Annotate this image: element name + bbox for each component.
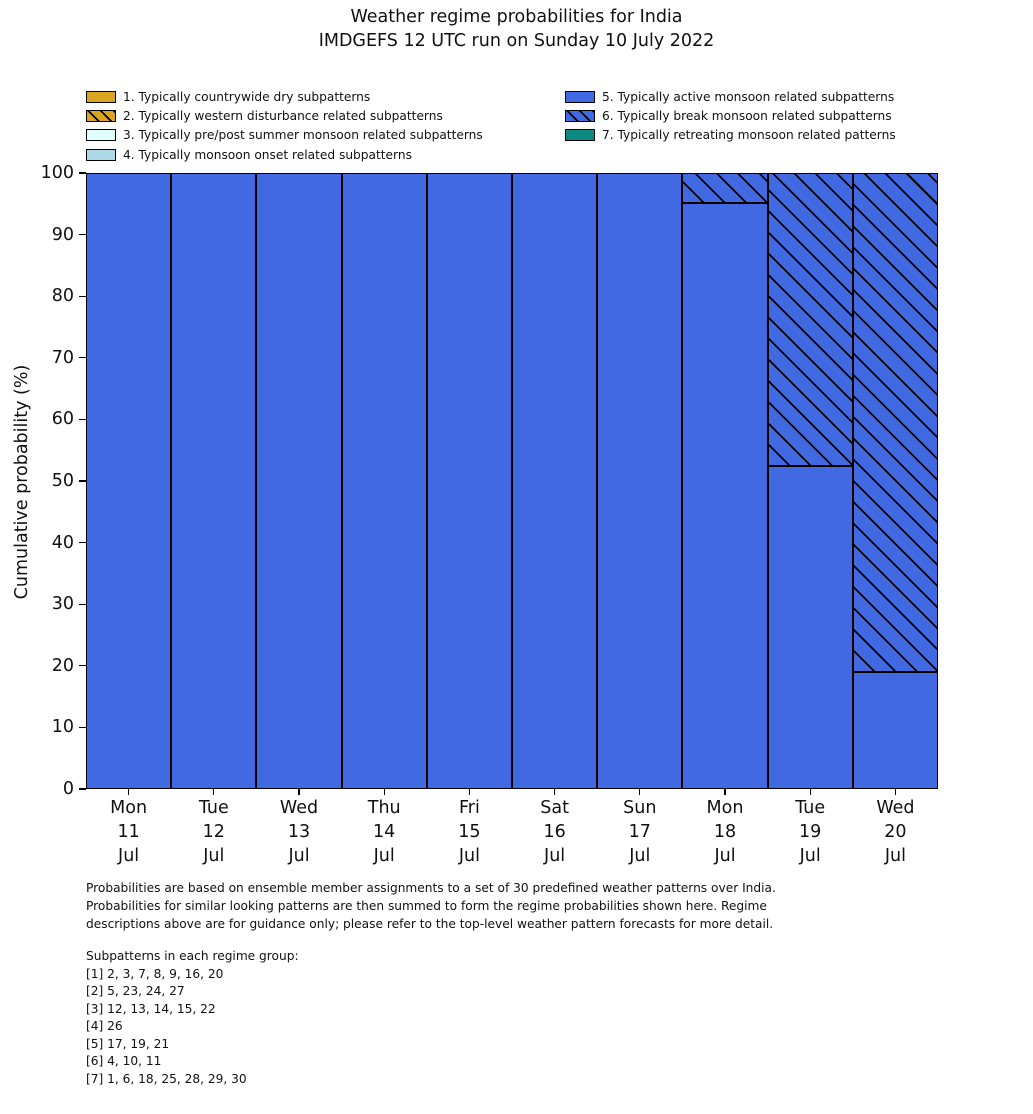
legend-column-right: [565, 87, 896, 145]
subpatterns-line: [7] 1, 6, 18, 25, 28, 29, 30: [86, 1071, 247, 1086]
x-tick-label-line: Mon: [706, 798, 744, 818]
x-tick-label-line: Thu: [367, 798, 401, 818]
x-tick-label-line: 14: [373, 822, 396, 842]
x-tick-label-line: 11: [117, 822, 140, 842]
bar-segment-hatched: [682, 173, 767, 203]
subpatterns-line: [5] 17, 19, 21: [86, 1036, 170, 1051]
x-tick-mark: [213, 789, 214, 795]
x-tick-label-line: Tue: [198, 798, 229, 818]
y-tick-label: 90: [51, 224, 74, 245]
legend-swatch: [565, 129, 595, 141]
footnote-line: descriptions above are for guidance only; please refer to the top-level weather pattern forecasts for more detail.: [86, 917, 774, 932]
legend-item: [86, 126, 483, 145]
x-tick-label: [254, 796, 344, 868]
x-tick-label-line: Jul: [118, 846, 140, 866]
footnote-line: Probabilities are based on ensemble member assignments to a set of 30 predefined weather patterns over India.: [86, 881, 776, 895]
x-tick-label-line: Jul: [544, 846, 566, 866]
legend-item: [86, 106, 483, 125]
x-tick-mark: [128, 789, 129, 795]
x-tick-label-line: 19: [799, 822, 822, 842]
legend-item: [86, 145, 483, 164]
x-tick-label-line: 15: [458, 822, 481, 842]
subpatterns-line: [2] 5, 23, 24, 27: [86, 984, 185, 998]
y-tick-label: 60: [51, 409, 74, 430]
bar-segment: [342, 173, 427, 789]
legend-item-label: 3. Typically pre/post summer monsoon related subpatterns: [123, 128, 483, 143]
x-tick-label-line: Sun: [623, 798, 657, 818]
x-tick-label-line: Wed: [279, 798, 319, 818]
y-tick-label: 70: [51, 347, 74, 368]
legend-column-left: [86, 87, 483, 165]
bar-segment: [86, 173, 171, 789]
bar-segment: [256, 173, 341, 789]
x-tick-label: [510, 796, 600, 868]
legend-swatch: [565, 91, 595, 103]
x-tick-label-line: Tue: [795, 798, 826, 818]
legend-swatch: [86, 91, 116, 103]
legend-swatch-hatched: [86, 110, 116, 122]
x-tick-label-line: Jul: [458, 846, 480, 866]
legend-item: [565, 87, 896, 106]
x-tick-label-line: Wed: [876, 798, 915, 818]
x-tick-mark: [724, 789, 725, 795]
x-tick-mark: [639, 789, 640, 795]
x-tick-mark: [469, 789, 470, 795]
y-tick-label: 40: [51, 532, 74, 553]
x-tick-label-line: Jul: [629, 846, 651, 866]
x-tick-label-line: 16: [543, 822, 566, 842]
bar-segment: [853, 672, 938, 789]
y-tick-mark: [79, 665, 86, 666]
x-tick-label-line: Jul: [203, 846, 225, 866]
plot-area: [86, 173, 938, 789]
bars-layer: [86, 173, 938, 789]
subpatterns-header: Subpatterns in each regime group:: [86, 949, 299, 963]
legend-item-label: 2. Typically western disturbance related subpatterns: [123, 109, 443, 124]
x-tick-label: [595, 796, 685, 868]
x-tick-label: [765, 796, 855, 868]
x-tick-label-line: 20: [884, 822, 907, 842]
legend-item-label: 4. Typically monsoon onset related subpatterns: [123, 147, 412, 162]
x-tick-label: [84, 796, 174, 868]
x-tick-label-line: Jul: [884, 846, 906, 866]
x-tick-label: [680, 796, 770, 868]
footnote-text: [86, 879, 776, 934]
x-tick-mark: [384, 789, 385, 795]
x-tick-label-line: 18: [713, 822, 737, 842]
bar-segment: [768, 466, 853, 789]
bar-segment: [512, 173, 597, 789]
y-tick-mark: [79, 480, 86, 481]
y-tick-label: 10: [51, 717, 74, 738]
y-tick-mark: [79, 727, 86, 728]
y-tick-mark: [79, 419, 86, 420]
y-tick-label: 0: [62, 779, 74, 799]
x-tick-label-line: Sat: [540, 798, 569, 818]
chart-title: Weather regime probabilities for India: [350, 7, 683, 27]
y-tick-label: 80: [51, 286, 74, 307]
x-tick-label-line: Jul: [799, 846, 821, 866]
x-tick-label: [339, 796, 429, 868]
legend-swatch: [86, 149, 116, 161]
subpatterns-lines: [86, 966, 299, 1089]
x-tick-mark: [298, 789, 299, 795]
y-tick-label: 100: [40, 163, 74, 183]
y-tick-mark: [79, 542, 86, 543]
y-tick-mark: [79, 357, 86, 358]
bar-segment: [682, 203, 767, 789]
chart-subtitle: IMDGEFS 12 UTC run on Sunday 10 July 2022: [318, 31, 715, 51]
x-tick-label-line: 17: [628, 822, 651, 842]
y-tick-mark: [79, 234, 86, 235]
x-tick-label-line: Jul: [373, 846, 395, 866]
x-tick-label-line: 13: [287, 822, 311, 842]
legend-swatch-hatched: [565, 110, 595, 122]
bar-segment: [427, 173, 512, 789]
y-tick-label: 50: [51, 471, 74, 491]
legend-item-label: 1. Typically countrywide dry subpatterns: [123, 89, 371, 104]
bar-segment: [597, 173, 682, 789]
x-tick-label: [169, 796, 259, 868]
legend-item-label: 6. Typically break monsoon related subpatterns: [602, 109, 892, 124]
x-tick-mark: [895, 789, 896, 795]
subpatterns-line: [1] 2, 3, 7, 8, 9, 16, 20: [86, 966, 224, 981]
y-tick-mark: [79, 172, 86, 173]
y-tick-mark: [79, 788, 86, 789]
y-tick-label: 20: [51, 655, 74, 676]
subpatterns-line: [4] 26: [86, 1019, 123, 1033]
bar-segment-hatched: [853, 173, 938, 672]
legend-item: [565, 106, 896, 125]
bar-segment: [171, 173, 256, 789]
x-tick-label-line: Fri: [458, 798, 480, 818]
x-tick-label-line: Jul: [288, 846, 310, 866]
subpatterns-block: [86, 948, 299, 1088]
y-axis-title: Cumulative probability (%): [12, 364, 32, 600]
y-tick-label: 30: [51, 594, 74, 615]
footnote-line: Probabilities for similar looking patterns are then summed to form the regime probabilities shown here. Regime: [86, 899, 767, 914]
legend-item-label: 7. Typically retreating monsoon related patterns: [602, 128, 896, 143]
subpatterns-line: [3] 12, 13, 14, 15, 22: [86, 1001, 216, 1016]
legend-item: [565, 126, 896, 145]
legend-item-label: 5. Typically active monsoon related subpatterns: [602, 89, 895, 104]
x-tick-mark: [554, 789, 555, 795]
x-tick-mark: [810, 789, 811, 795]
y-tick-mark: [79, 604, 86, 605]
x-tick-label-line: 12: [202, 822, 225, 842]
x-tick-label: [850, 796, 940, 868]
subpatterns-line: [6] 4, 10, 11: [86, 1054, 162, 1068]
x-tick-label-line: Jul: [714, 846, 736, 866]
x-tick-label-line: Mon: [110, 798, 148, 818]
legend-swatch: [86, 129, 116, 141]
x-tick-label: [424, 796, 514, 868]
legend-item: [86, 87, 483, 106]
bar-segment-hatched: [768, 173, 853, 466]
y-tick-mark: [79, 296, 86, 297]
